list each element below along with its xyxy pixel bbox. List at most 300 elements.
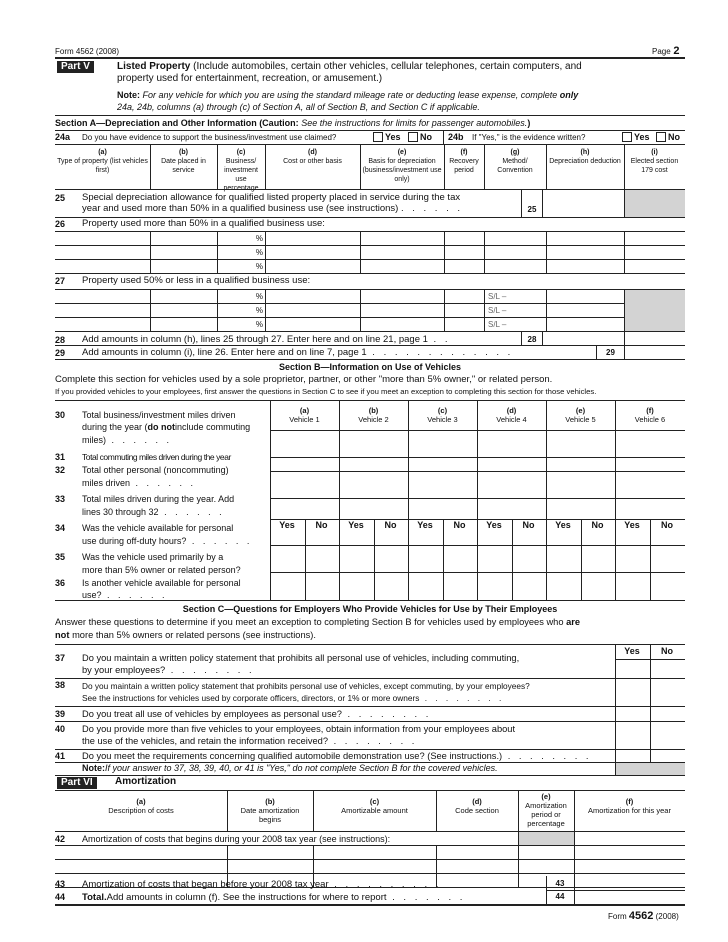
line-label: Is another vehicle available for personal [82,578,241,588]
vehicle-3-no-label: No [453,520,466,530]
q24a-yes-label: Yes [385,132,401,142]
note-shaded-cell [616,763,685,775]
vehicle-3-cell[interactable] [409,458,476,470]
vehicle-6-yes-label: Yes [624,520,640,530]
line44-amount-cell[interactable] [575,891,684,903]
grid-cell[interactable] [266,232,359,244]
line42-shaded-cell [519,832,574,845]
percent-sign: % [255,306,263,315]
grid-cell[interactable] [56,232,149,244]
part-vi-cell[interactable] [437,860,517,872]
vehicle-letter: (c) [437,406,448,415]
grid-cell[interactable] [361,260,443,272]
rule [615,659,685,660]
line34-text-1 [82,536,252,546]
line-label: Was the vehicle available for personal [82,523,234,533]
vehicle-1-cell[interactable] [271,546,338,571]
vehicle-2-cell[interactable] [340,431,407,456]
line-label: Total other personal (noncommuting) [82,465,229,475]
grid-cell[interactable] [266,260,359,272]
line-label: miles) [82,435,106,445]
vehicle-2-cell[interactable] [340,546,407,571]
column-letter: (e) [541,792,551,801]
part-vi-column-4 [520,792,572,828]
column-label: Elected section 179 cost [630,158,679,174]
line30-number: 30 [55,410,66,420]
vehicle-column-6 [615,406,685,424]
grid-cell[interactable] [56,290,149,302]
line40-no-cell[interactable] [651,737,684,748]
line30-b1: during the year ( [82,422,148,432]
line28-label: Add amounts in column (h), lines 25 through 27. Enter here and on line 21, page 1 [82,334,428,345]
vehicle-5-no-label: No [591,520,604,530]
grid-cell[interactable] [151,246,216,258]
vehicle-2-yes-label: Yes [348,520,364,530]
vehicle-6-cell[interactable] [616,546,684,571]
line29-text [82,347,513,358]
vehicle-5-cell[interactable] [547,458,614,470]
grid-cell[interactable] [547,304,623,316]
q24b-number: 24b [448,132,464,142]
footer-form-number: 4562 [628,910,654,922]
column-label: Date placed in service [161,158,206,174]
line25-shaded-cell [625,190,685,217]
line-label: See the instructions for vehicles used by corporate officers, directors, or 1% or more owners [82,693,420,703]
q24a-no-checkbox[interactable] [408,132,418,142]
q24a-yes-checkbox[interactable] [373,132,383,142]
column-letter: (c) [236,149,246,156]
grid-cell[interactable] [445,260,483,272]
line29-ref: 29 [606,348,615,357]
grid-cell[interactable] [218,304,264,316]
column-label: Depreciation deduction [549,158,621,165]
line37-number: 37 [55,653,66,663]
rule [55,189,685,190]
grid-cell[interactable] [625,246,684,258]
dot-leader: . . . . . . . . [328,736,418,746]
line-label: Total miles driven during the year. Add [82,494,235,504]
grid-cell[interactable] [56,260,149,272]
vehicle-1-cell[interactable] [271,472,338,497]
line44-label: Add amounts in column (f). See the instructions for where to report [106,892,387,903]
section-c-note-label: Note: [82,763,105,773]
line41-no-cell[interactable] [651,750,684,761]
line-label: the use of the vehicles, and retain the information received? [82,736,328,746]
rule [55,345,685,346]
section-c-note [82,763,498,773]
vehicle-label: Vehicle 1 [289,415,320,424]
grid-cell[interactable] [485,232,545,244]
line32-number: 32 [55,465,66,475]
vehicle-label: Vehicle 3 [427,415,458,424]
vehicle-6-cell[interactable] [616,573,684,599]
grid-cell[interactable] [445,304,483,316]
grid-cell[interactable] [485,246,545,258]
divider [518,790,519,831]
part-vi-cell[interactable] [519,846,573,858]
grid-cell[interactable] [485,290,545,302]
dot-leader: . . [427,334,451,345]
vehicle-5-cell[interactable] [547,573,614,599]
grid-cell[interactable] [485,318,545,330]
vehicle-2-cell[interactable] [340,520,407,544]
line40-yes-cell[interactable] [616,737,649,748]
grid-cell[interactable] [151,290,216,302]
q24a-text: Do you have evidence to support the business/investment use claimed? [82,133,337,142]
vehicle-6-no-label: No [661,520,673,530]
vehicle-4-cell[interactable] [478,520,545,544]
column-label: Description of costs [108,806,174,815]
part-vi-column-5 [576,797,683,815]
line38-text-1 [82,693,504,703]
part-vi-cell[interactable] [56,846,226,858]
note-line2: 24a, 24b, columns (a) through (c) of Section A, all of Section B, and Section C if applicable. [117,102,480,112]
vehicle-6-cell[interactable] [616,499,684,518]
line33-text-1 [82,507,225,517]
part-vi-cell[interactable] [314,846,435,858]
column-letter: (e) [397,149,407,156]
dot-leader: . . . . . . [400,203,464,214]
line35-number: 35 [55,552,66,562]
column-letter: (f) [625,797,634,806]
rule [55,721,685,722]
column-label: Basis for depreciation (business/investment use only) [362,158,442,183]
q24b-text: If "Yes," is the evidence written? [472,133,586,142]
vehicle-5-cell[interactable] [547,546,614,571]
vehicle-5-cell[interactable] [547,472,614,497]
line27-text: Property used 50% or less in a qualified business use: [82,275,311,286]
line34-text-0 [82,523,233,533]
grid-cell[interactable] [151,318,216,330]
q24b-yes-label: Yes [634,132,650,142]
divider [444,144,445,189]
footer [608,910,679,922]
grid-cell[interactable] [547,260,623,272]
line-label: Was the vehicle used primarily by a [82,552,224,562]
section-c-yes-header: Yes [624,646,640,656]
part-vi-cell[interactable] [56,860,226,872]
line37-no-cell[interactable] [651,666,684,677]
vehicle-letter: (d) [506,406,517,415]
vehicle-1-no-label: No [315,520,328,530]
line41-yes-cell[interactable] [616,750,649,761]
part-vi-title: Amortization [115,776,177,787]
vehicle-3-cell[interactable] [409,573,476,599]
line31-text-0 [82,452,231,462]
part-vi-cell[interactable] [228,846,312,858]
line33-text-0 [82,494,234,504]
vehicle-label: Vehicle 2 [358,415,389,424]
section-a-column-8 [626,148,683,175]
divider [265,144,266,189]
vehicle-1-cell[interactable] [271,520,338,544]
line39-no-cell[interactable] [651,709,684,720]
note-only: only [559,90,579,100]
q24b-no-checkbox[interactable] [656,132,666,142]
grid-cell[interactable] [361,318,443,330]
vehicle-6-cell[interactable] [616,458,684,470]
grid-cell[interactable] [547,318,623,330]
rule [55,644,685,645]
column-label: Amortization for this year [588,806,671,815]
vehicle-4-cell[interactable] [478,472,545,497]
grid-cell[interactable] [485,260,545,272]
rule [55,273,685,274]
rule [55,400,685,401]
dot-leader: . . . . . . [106,435,173,445]
divider [227,790,228,831]
divider [574,831,575,845]
grid-cell[interactable] [218,246,264,258]
vehicle-4-cell[interactable] [478,546,545,571]
vehicle-1-cell[interactable] [271,458,338,470]
vehicle-4-cell[interactable] [478,458,545,470]
section-a-column-7 [548,148,622,166]
divider [518,873,519,887]
vehicle-3-cell[interactable] [409,472,476,497]
line-label: lines 30 through 32 [82,507,159,517]
grid-cell[interactable] [485,304,545,316]
line-label: by your employees? [82,665,166,675]
column-label: Date amortization begins [240,806,300,824]
vehicle-2-cell[interactable] [340,499,407,518]
part-v-title-rest: (Include automobiles, certain other vehicles, cellular telephones, certain computers, and [193,61,582,72]
section-a-column-0 [57,148,148,175]
line32-text-1 [82,478,196,488]
divider [217,144,218,189]
line38-yes-cell[interactable] [616,694,649,705]
line27-number: 27 [55,276,66,286]
grid-cell[interactable] [218,318,264,330]
vehicle-3-yes-label: Yes [417,520,433,530]
vehicle-4-cell[interactable] [478,431,545,456]
line38-no-cell[interactable] [651,694,684,705]
grid-cell[interactable] [547,246,623,258]
vehicle-column-4 [477,406,546,424]
part-v-title-bold: Listed Property [117,61,191,72]
divider [150,144,151,189]
vehicle-1-cell[interactable] [271,573,338,599]
rule [55,678,685,679]
divider [574,790,575,831]
column-letter: (d) [472,797,482,806]
line44-bold: Total. [82,892,107,903]
line39-yes-cell[interactable] [616,709,649,720]
grid-cell[interactable] [445,232,483,244]
part-vi-cell[interactable] [519,860,573,872]
sl-method: S/L – [488,306,507,315]
vehicle-1-cell[interactable] [271,431,338,456]
line29-number: 29 [55,348,66,358]
column-letter: (a) [136,797,146,806]
vehicle-4-cell[interactable] [478,499,545,518]
dot-leader: . . . . . . . . [165,665,255,675]
vehicle-2-cell[interactable] [340,573,407,599]
rule [55,749,685,750]
q24b-yes-checkbox[interactable] [622,132,632,142]
section-a-title [55,118,530,128]
divider [443,130,444,144]
vehicle-5-cell[interactable] [547,431,614,456]
part-vi-cell[interactable] [437,846,517,858]
grid-cell[interactable] [151,232,216,244]
vehicle-column-3 [408,406,477,424]
part-vi-cell[interactable] [314,860,435,872]
grid-cell[interactable] [218,232,264,244]
vehicle-5-yes-label: Yes [555,520,571,530]
line44-text [82,892,465,903]
dot-leader: . . . . . . . . . . [328,879,442,890]
column-letter: (b) [179,149,188,156]
grid-cell[interactable] [266,318,359,330]
divider [624,144,625,189]
part-vi-tag: Part VI [57,777,97,789]
vehicle-6-cell[interactable] [616,520,684,544]
part-vi-cell[interactable] [575,860,684,872]
line40-text-1 [82,736,417,746]
grid-cell[interactable] [547,232,623,244]
grid-cell[interactable] [151,304,216,316]
vehicle-label: Vehicle 5 [565,415,596,424]
column-letter: (i) [651,149,658,156]
part-vi-column-0 [57,797,225,815]
column-letter: (f) [460,149,468,156]
vehicle-3-cell[interactable] [409,431,476,456]
grid-cell[interactable] [56,246,149,258]
line43-label: Amortization of costs that began before your 2008 tax year [82,879,329,890]
percent-sign: % [255,248,263,257]
vehicle-column-5 [546,406,615,424]
line39-number: 39 [55,709,66,719]
vehicle-6-cell[interactable] [616,472,684,497]
column-label: Amortizable amount [341,806,408,815]
vehicle-letter: (b) [368,406,379,415]
grid-cell[interactable] [445,290,483,302]
vehicle-5-cell[interactable] [547,499,614,518]
grid-cell[interactable] [361,246,443,258]
vehicle-3-cell[interactable] [409,499,476,518]
grid-cell[interactable] [218,260,264,272]
line40-text-0 [82,724,515,734]
divider [360,144,361,189]
vehicle-2-cell[interactable] [340,472,407,497]
line-label: Do you maintain a written policy statement that prohibits all personal use of vehicles, including commuting, [82,653,520,663]
section-c-intro2 [55,630,316,640]
grid-cell[interactable] [445,246,483,258]
form-label: Form 4562 (2008) [55,47,120,56]
line42-number: 42 [55,834,66,844]
vehicle-5-cell[interactable] [547,520,614,544]
part-vi-cell[interactable] [575,846,684,858]
section-c-intro-are: are [566,617,581,627]
vehicle-2-cell[interactable] [340,458,407,470]
line38-text-0 [82,681,530,691]
part-v-title-line2: property used for entertainment, recreation, or amusement.) [117,73,383,84]
vehicle-4-cell[interactable] [478,573,545,599]
line30-text-0 [82,410,236,420]
line41-number: 41 [55,751,66,761]
vehicle-1-cell[interactable] [271,499,338,518]
percent-sign: % [255,320,263,329]
grid-cell[interactable] [266,304,359,316]
vehicle-label: Vehicle 4 [496,415,527,424]
line38-number: 38 [55,680,66,690]
vehicle-3-cell[interactable] [409,520,476,544]
grid-cell[interactable] [361,304,443,316]
rule [55,331,685,332]
grid-cell[interactable] [218,290,264,302]
footer-form-word: Form [608,912,627,921]
divider [546,144,547,189]
section-a-column-1 [152,148,215,175]
section-c-no-header: No [661,646,673,656]
grid-cell[interactable] [56,304,149,316]
grid-cell[interactable] [625,232,684,244]
line26-text: Property used more than 50% in a qualified business use: [82,218,325,229]
line36-text-0 [82,578,241,588]
column-letter: (h) [580,149,590,156]
grid-cell[interactable] [266,246,359,258]
grid-cell[interactable] [361,290,443,302]
line-label: Total business/investment miles driven [82,410,236,420]
q24a-no-label: No [420,132,432,142]
part-vi-cell[interactable] [228,860,312,872]
line40-number: 40 [55,724,66,734]
rule [55,359,685,360]
line34-number: 34 [55,523,66,533]
grid-cell[interactable] [266,290,359,302]
vehicle-4-no-label: No [522,520,535,530]
q24b-no-label: No [668,132,680,142]
grid-cell[interactable] [151,260,216,272]
rule [55,873,685,874]
line39-text-0 [82,709,431,719]
part-vi-column-1 [229,797,311,824]
page-indicator [652,45,679,57]
vehicle-letter: (e) [575,406,586,415]
section-b-intro2: If you provided vehicles to your employees, first answer the questions in Section C to see if you meet an exception to completing this section for those vehicles. [55,387,597,396]
section-a-column-3 [267,148,358,166]
column-label: Amortization period or percentage [525,801,567,828]
line-label: Total commuting miles driven during the year [82,452,231,462]
grid-cell[interactable] [56,318,149,330]
line-label: miles driven [82,478,131,488]
dot-leader: . . . . . . . . . . . . . [366,347,514,358]
rule [55,790,685,791]
line-label: Do you treat all use of vehicles by employees as personal use? [82,709,342,719]
grid-cell[interactable] [625,260,684,272]
vehicle-1-yes-label: Yes [279,520,295,530]
grid-cell[interactable] [547,290,623,302]
vehicle-6-cell[interactable] [616,431,684,456]
column-letter: (a) [98,149,107,156]
line43-amount-cell[interactable] [575,877,684,889]
grid-cell[interactable] [361,232,443,244]
line-label: more than 5% owner or related person? [82,565,241,575]
column-label: Type of property (list vehicles first) [57,158,148,174]
rule [55,115,685,116]
note-line1: For any vehicle for which you are using the standard mileage rate or deducting lease expense, complete [142,90,558,100]
line37-yes-cell[interactable] [616,666,649,677]
line33-number: 33 [55,494,66,504]
section-a-end: ) [527,118,531,128]
line25-text2-label: year and used more than 50% in a qualified business use (see instructions) [82,203,399,214]
vehicle-3-cell[interactable] [409,546,476,571]
line35-text-1 [82,565,241,575]
grid-cell[interactable] [445,318,483,330]
column-letter: (g) [510,149,520,156]
part-vi-column-2 [315,797,434,815]
